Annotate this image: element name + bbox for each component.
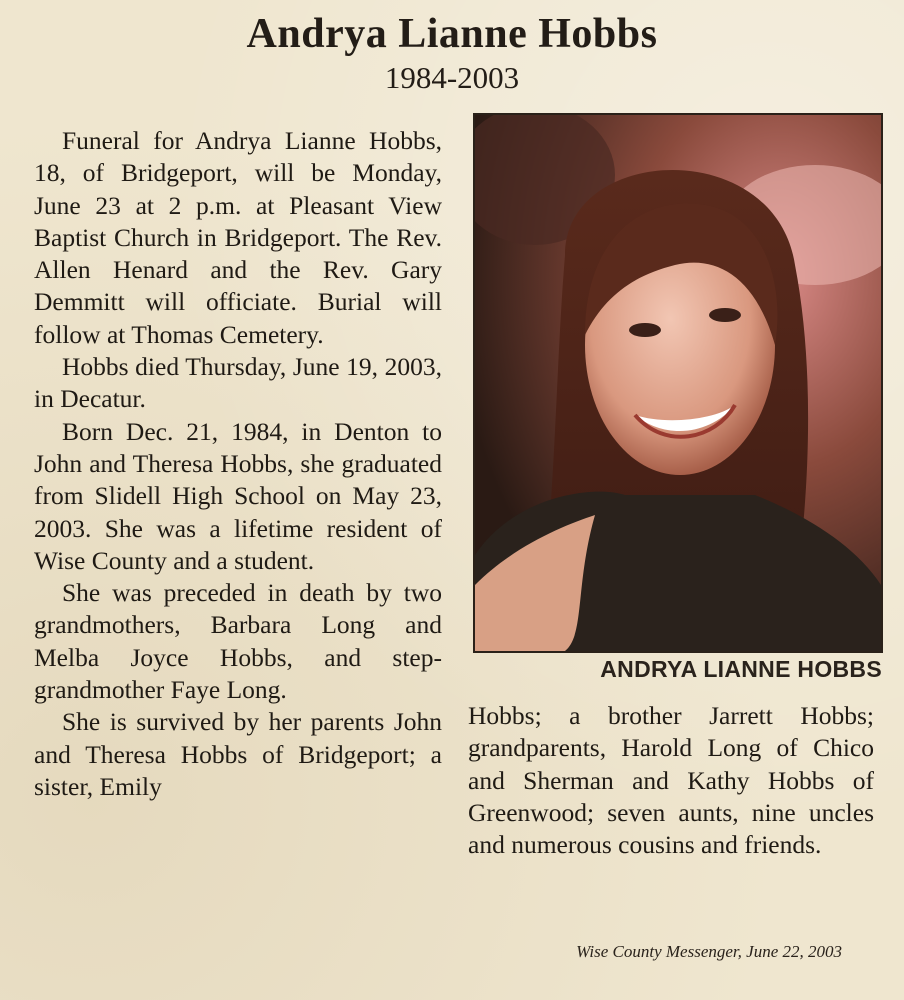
source-credit: Wise County Messenger, June 22, 2003 bbox=[576, 942, 842, 961]
paragraph-survived: She is survived by her parents John and Theresa Hobbs of Bridgeport; a sister, Emily bbox=[34, 707, 442, 801]
paragraph-funeral: Funeral for Andrya Lianne Hobbs, 18, of Bridgeport, will be Monday, June 23 at 2 p.m. at Pleasant View Baptist Church in Bridgeport. The Rev. Allen Henard and the Rev. Gary Demmitt will officiate. Burial will follow at Thomas Cemetery. bbox=[34, 126, 442, 349]
photo-caption: ANDRYA LIANNE HOBBS bbox=[600, 656, 882, 682]
obituary-left-column bbox=[34, 125, 442, 803]
portrait-photo bbox=[473, 113, 883, 653]
paragraph-birth: Born Dec. 21, 1984, in Denton to John and Theresa Hobbs, she graduated from Slidell High School on May 23, 2003. She was a lifetime resident of Wise County and a student. bbox=[34, 416, 442, 575]
obituary-years: 1984-2003 bbox=[384, 60, 520, 95]
obituary-right-column bbox=[468, 700, 874, 861]
paragraph-preceded: She was preceded in death by two grandmothers, Barbara Long and Melba Joyce Hobbs, and step-grandmother Faye Long. bbox=[34, 578, 442, 705]
obituary-title: Andrya Lianne Hobbs bbox=[246, 11, 658, 57]
paragraph-survivors-continued: Hobbs; a brother Jarrett Hobbs; grandparents, Harold Long of Chico and Sherman and Kathy Hobbs of Greenwood; seven aunts, nine uncles and numerous cousins and friends. bbox=[468, 701, 874, 860]
paragraph-death: Hobbs died Thursday, June 19, 2003, in Decatur. bbox=[34, 352, 442, 414]
